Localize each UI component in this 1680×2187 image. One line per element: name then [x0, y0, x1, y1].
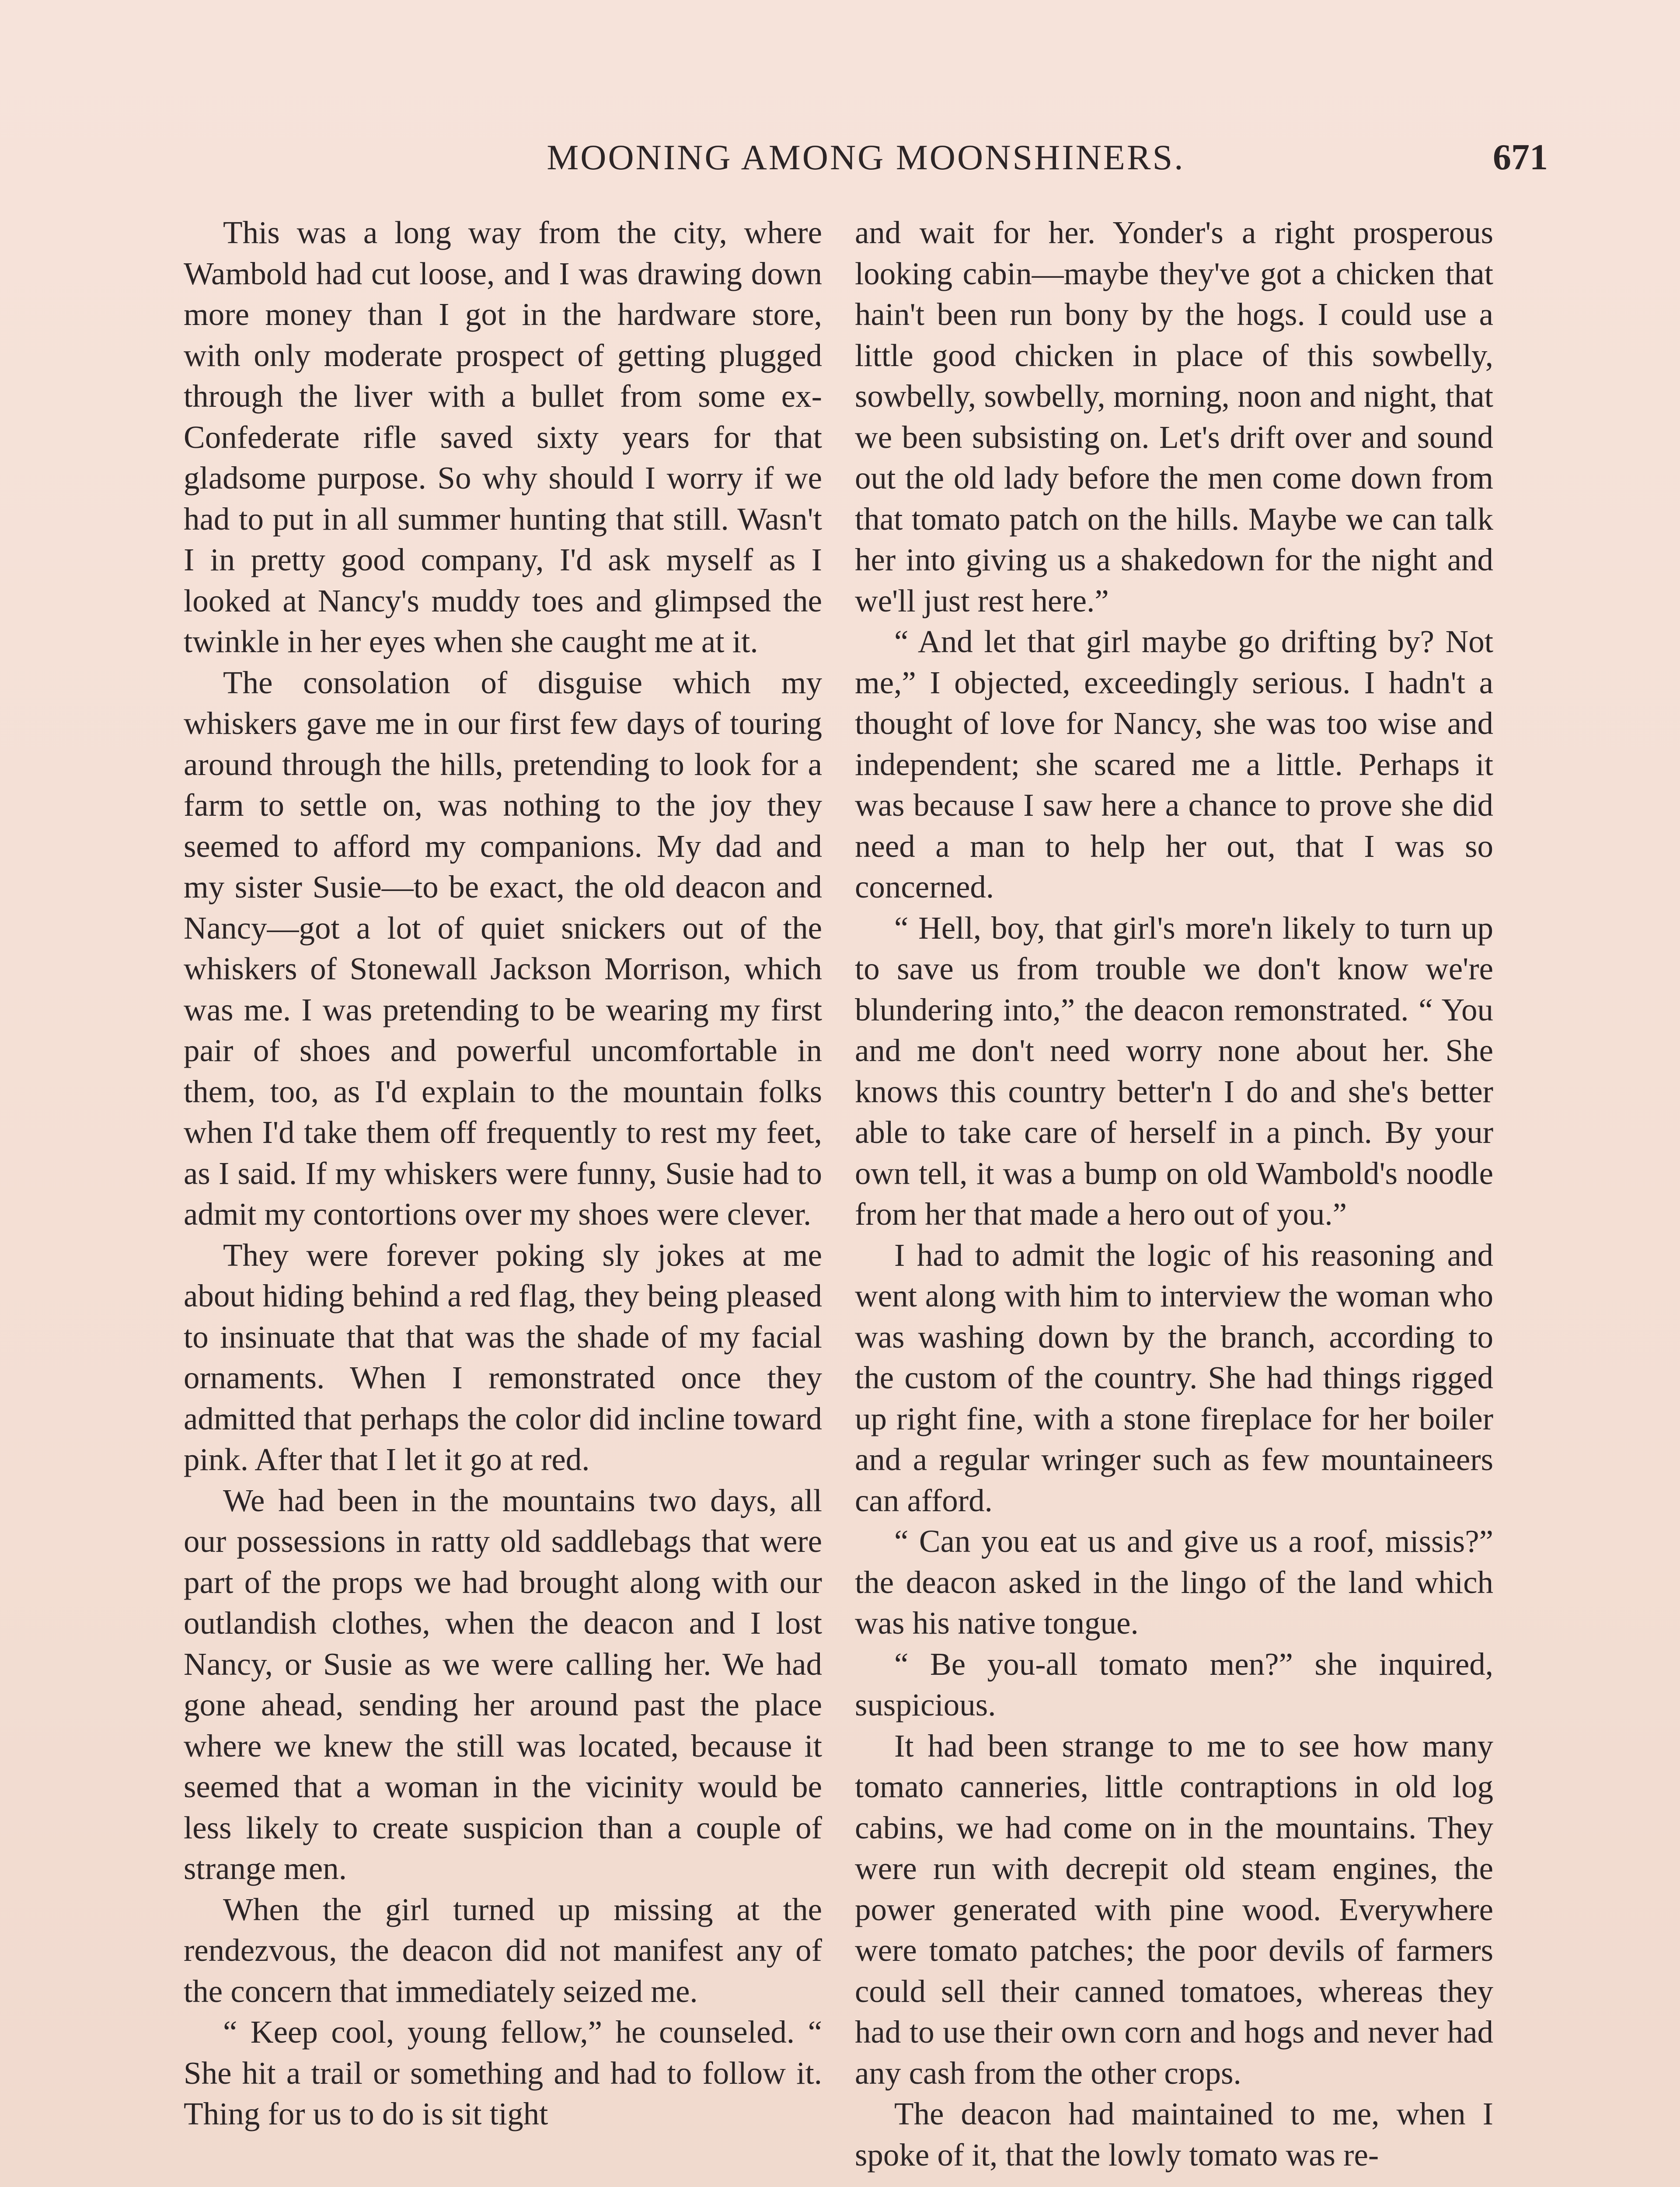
paragraph: We had been in the mountains two days, all our possessions in ratty old saddlebags that were part of the props we had brought along with our outlandish clothes, when the deacon and I lost Nancy, or Susie as we were calling her. We had gone ahead, sending her around past the place where we knew the still was located, because it seemed that a woman in the vicinity would be less likely to create suspicion than a couple of strange men. [184, 1482, 822, 1886]
paragraph: and wait for her. Yonder's a right prosperous looking cabin—maybe they've got a chicken that hain't been run bony by the hogs. I could use a little good chicken in place of this sowbelly, sowbelly, sowbelly, morning, noon and night, that we been subsisting on. Let's drift over and sound out the old lady before the men come down from that tomato patch on the hills. Maybe we can talk her into giving us a shakedown for the night and we'll just rest here.” [855, 215, 1493, 618]
paragraph: “ Hell, boy, that girl's more'n likely to turn up to save us from trouble we don't know we're blundering into,” the deacon remonstrated. “ You and me don't need worry none about her. She knows this country better'n I do and she's better able to take care of herself in a pinch. By your own tell, it was a bump on old Wambold's noodle from her that made a hero out of you.” [855, 910, 1493, 1232]
running-title: MOONING AMONG MOONSHINERS. [547, 137, 1185, 177]
page-number: 671 [1493, 137, 1548, 178]
paragraph: This was a long way from the city, where Wambold had cut loose, and I was drawing down more money than I got in the hardware store, with only moderate prospect of getting plugged through the liver with a bullet from some ex-Confederate rifle saved sixty years for that gladsome purpose. So why should I worry if we had to put in all summer hunting that still. Wasn't I in pretty good company, I'd ask myself as I looked at Nancy's muddy toes and glimpsed the twinkle in her eyes when she caught me at it. [184, 215, 822, 659]
paragraph: They were forever poking sly jokes at me about hiding behind a red flag, they being pleased to insinuate that that was the shade of my facial ornaments. When I remonstrated once they admitted that perhaps the color did incline toward pink. After that I let it go at red. [184, 1237, 822, 1477]
paragraph: The deacon had maintained to me, when I spoke of it, that the lowly tomato was re- [855, 2096, 1493, 2173]
paragraph: It had been strange to me to see how many tomato canneries, little contraptions in old log cabins, we had come on in the mountains. They were run with decrepit old steam engines, the power generated with pine wood. Everywhere were tomato patches; the poor devils of farmers could sell their canned tomatoes, whereas they had to use their own corn and hogs and never had any cash from the other crops. [855, 1728, 1493, 2091]
paragraph: When the girl turned up missing at the rendezvous, the deacon did not manifest any of the concern that immediately seized me. [184, 1891, 822, 2009]
right-column [855, 212, 1493, 2175]
paragraph: “ And let that girl maybe go drifting by? Not me,” I objected, exceedingly serious. I hadn't a thought of love for Nancy, she was too wise and independent; she scared me a little. Perhaps it was because I saw here a chance to prove she did need a man to help her out, that I was so concerned. [855, 624, 1493, 905]
left-column [184, 212, 822, 2135]
paragraph: “ Can you eat us and give us a roof, missis?” the deacon asked in the lingo of the land which was his native tongue. [855, 1523, 1493, 1641]
paragraph: I had to admit the logic of his reasoning and went along with him to interview the woman who was washing down by the branch, according to the custom of the country. She had things rigged up right fine, with a stone fireplace for her boiler and a regular wringer such as few mountaineers can afford. [855, 1237, 1493, 1518]
paragraph: “ Be you-all tomato men?” she inquired, suspicious. [855, 1646, 1493, 1722]
running-head [184, 131, 1548, 184]
paragraph: “ Keep cool, young fellow,” he counseled. “ She hit a trail or something and had to follow it. Thing for us to do is sit tight [184, 2014, 822, 2131]
paragraph: The consolation of disguise which my whiskers gave me in our first few days of touring around through the hills, pretending to look for a farm to settle on, was nothing to the joy they seemed to afford my companions. My dad and my sister Susie—to be exact, the old deacon and Nancy—got a lot of quiet snickers out of the whiskers of Stonewall Jackson Morrison, which was me. I was pretending to be wearing my first pair of shoes and powerful uncomfortable in them, too, as I'd explain to the mountain folks when I'd take them off frequently to rest my feet, as I said. If my whiskers were funny, Susie had to admit my contortions over my shoes were clever. [184, 664, 822, 1232]
